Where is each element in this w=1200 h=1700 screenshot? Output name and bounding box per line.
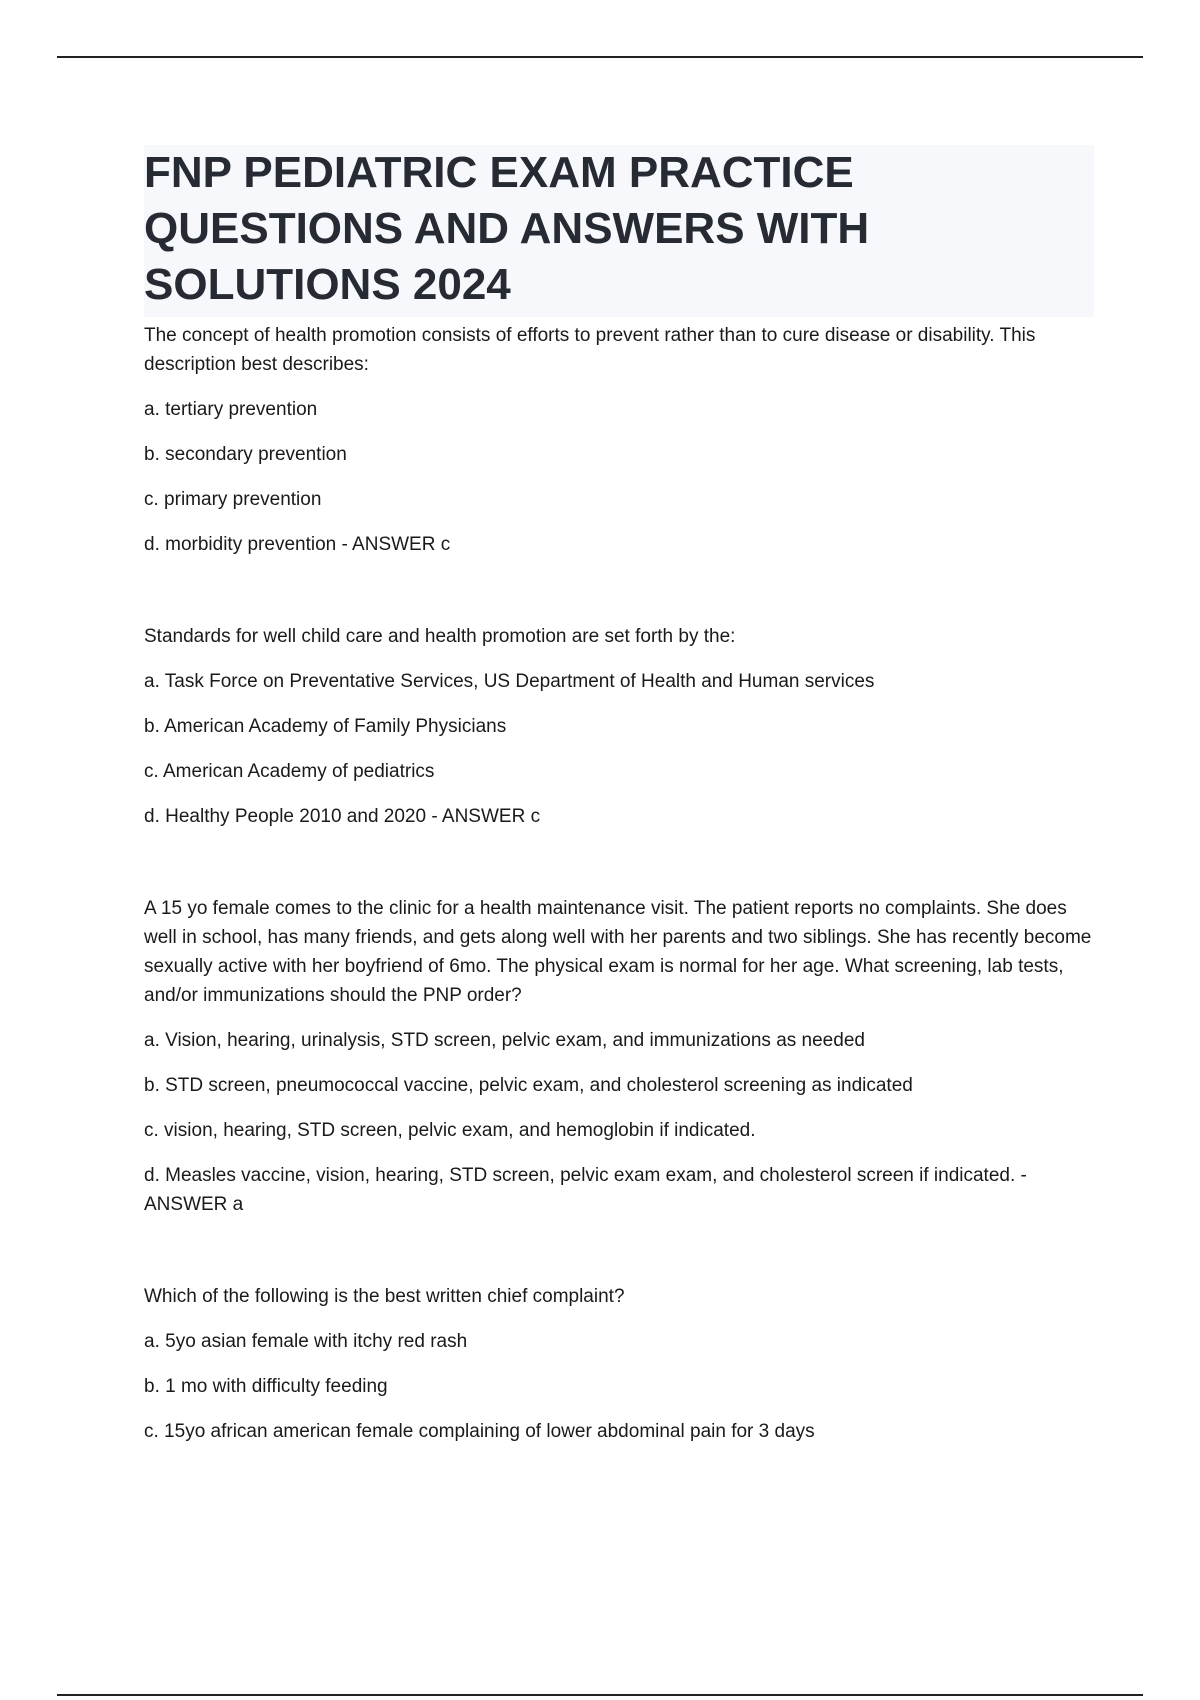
title-banner [144, 145, 1094, 317]
answer-option: c. vision, hearing, STD screen, pelvic exam, and hemoglobin if indicated. [144, 1120, 756, 1141]
question-text: The concept of health promotion consists of efforts to prevent rather than to cure disease or disability. This description best describes: [144, 325, 1036, 375]
question-text: A 15 yo female comes to the clinic for a health maintenance visit. The patient reports no complaints. She does well in school, has many friends, and gets along well with her parents and two siblings. She has recently become sexually active with her boyfriend of 6mo. The physical exam is normal for her age. What screening, lab tests, and/or immunizations should the PNP order? [144, 898, 1092, 1006]
answer-option: a. Task Force on Preventative Services, US Department of Health and Human services [144, 671, 875, 692]
answer-option: b. 1 mo with difficulty feeding [144, 1376, 388, 1397]
document-page [144, 145, 1094, 1446]
question-4 [144, 1282, 1094, 1446]
question-3 [144, 894, 1094, 1219]
answer-option: c. 15yo african american female complaining of lower abdominal pain for 3 days [144, 1421, 815, 1442]
question-1 [144, 321, 1094, 559]
answer-option: d. morbidity prevention - ANSWER c [144, 534, 451, 555]
answer-option: d. Measles vaccine, vision, hearing, STD screen, pelvic exam exam, and cholesterol screen if indicated. - ANSWER a [144, 1165, 1027, 1215]
question-text: Standards for well child care and health promotion are set forth by the: [144, 626, 736, 647]
answer-option: c. primary prevention [144, 489, 322, 510]
answer-option: b. secondary prevention [144, 444, 347, 465]
answer-option: a. Vision, hearing, urinalysis, STD screen, pelvic exam, and immunizations as needed [144, 1030, 865, 1051]
answer-option: b. STD screen, pneumococcal vaccine, pelvic exam, and cholesterol screening as indicated [144, 1075, 913, 1096]
answer-option: a. 5yo asian female with itchy red rash [144, 1331, 468, 1352]
document-title: FNP PEDIATRIC EXAM PRACTICE QUESTIONS AND ANSWERS WITH SOLUTIONS 2024 [144, 148, 870, 309]
bottom-rule [57, 1694, 1143, 1696]
answer-option: d. Healthy People 2010 and 2020 - ANSWER c [144, 806, 541, 827]
question-2 [144, 622, 1094, 831]
answer-option: a. tertiary prevention [144, 399, 318, 420]
answer-option: c. American Academy of pediatrics [144, 761, 435, 782]
answer-option: b. American Academy of Family Physicians [144, 716, 507, 737]
question-text: Which of the following is the best written chief complaint? [144, 1286, 625, 1307]
top-rule [57, 56, 1143, 58]
